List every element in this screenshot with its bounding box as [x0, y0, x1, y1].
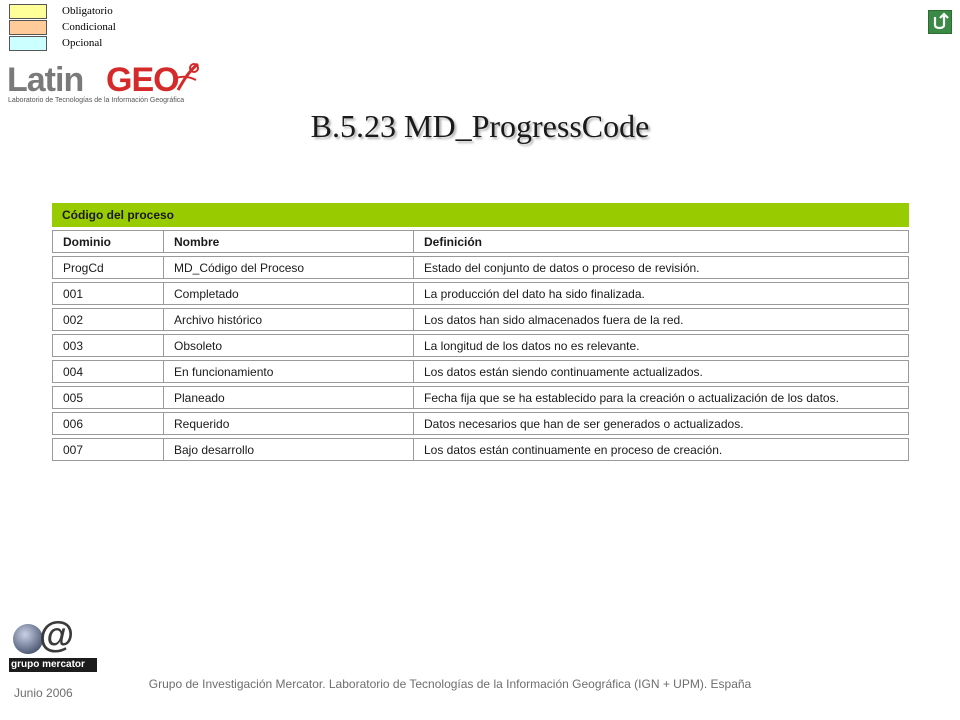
column-header-nombre: Nombre: [164, 230, 414, 253]
cell-dominio: 001: [52, 282, 164, 305]
cell-nombre: Planeado: [164, 386, 414, 409]
cell-dominio: 004: [52, 360, 164, 383]
cell-dominio: 007: [52, 438, 164, 461]
cell-nombre: Bajo desarrollo: [164, 438, 414, 461]
footer-text: Grupo de Investigación Mercator. Laboratorio de Tecnologías de la Información Geográfica (IGN + UPM). España: [148, 677, 752, 691]
logo-name-part1: Latin: [7, 61, 84, 99]
cell-definicion: Fecha fija que se ha establecido para la creación o actualización de los datos.: [414, 386, 909, 409]
column-header-dominio: Dominio: [52, 230, 164, 253]
table-row: [52, 438, 909, 461]
table-row: [52, 360, 909, 383]
table-row: [52, 412, 909, 435]
table-caption-row: [52, 203, 909, 227]
cell-definicion: La longitud de los datos no es relevante.: [414, 334, 909, 357]
legend-label: Obligatorio: [62, 5, 113, 17]
cell-dominio: 005: [52, 386, 164, 409]
table-row: [52, 308, 909, 331]
at-sign-icon: @: [39, 614, 75, 655]
table-header-row: [52, 230, 909, 253]
cell-definicion: Los datos están continuamente en proceso de creación.: [414, 438, 909, 461]
page-title: B.5.23 MD_ProgressCode: [310, 108, 650, 144]
cell-nombre: En funcionamiento: [164, 360, 414, 383]
table-row: [52, 334, 909, 357]
grupo-mercator-logo: [9, 614, 97, 676]
return-arrow-icon[interactable]: [928, 10, 952, 34]
cell-nombre: MD_Código del Proceso: [164, 256, 414, 279]
logo-subtitle: Laboratorio de Tecnologías de la Información Geográfica: [8, 97, 185, 104]
latingeo-logo: [6, 60, 200, 110]
legend-swatch-obligatorio: [9, 4, 47, 19]
progress-code-table: [52, 200, 909, 464]
table-caption: Código del proceso: [62, 208, 175, 222]
cell-definicion: Los datos han sido almacenados fuera de la red.: [414, 308, 909, 331]
cell-definicion: Datos necesarios que han de ser generados o actualizados.: [414, 412, 909, 435]
cell-nombre: Obsoleto: [164, 334, 414, 357]
cell-dominio: 003: [52, 334, 164, 357]
cell-nombre: Completado: [164, 282, 414, 305]
legend-swatch-opcional: [9, 36, 47, 51]
legend-label: Opcional: [62, 37, 103, 49]
table-row: [52, 256, 909, 279]
logo-name-part2: GEO: [106, 61, 179, 99]
cell-definicion: La producción del dato ha sido finalizada.: [414, 282, 909, 305]
return-arrow-glyph: [929, 11, 951, 33]
cell-dominio: 002: [52, 308, 164, 331]
cell-nombre: Requerido: [164, 412, 414, 435]
cell-dominio: 006: [52, 412, 164, 435]
column-header-definicion: Definición: [414, 230, 909, 253]
cell-definicion: Los datos están siendo continuamente actualizados.: [414, 360, 909, 383]
cell-definicion: Estado del conjunto de datos o proceso de revisión.: [414, 256, 909, 279]
table-row: [52, 386, 909, 409]
legend-swatch-condicional: [9, 20, 47, 35]
legend-label: Condicional: [62, 21, 116, 33]
table-row: [52, 282, 909, 305]
grupo-mercator-band: [9, 658, 97, 672]
cell-dominio: ProgCd: [52, 256, 164, 279]
grupo-mercator-brand: grupo mercator: [11, 659, 85, 670]
cell-nombre: Archivo histórico: [164, 308, 414, 331]
footer-date: Junio 2006: [14, 686, 73, 700]
logo-swoosh-icon: [174, 60, 202, 94]
